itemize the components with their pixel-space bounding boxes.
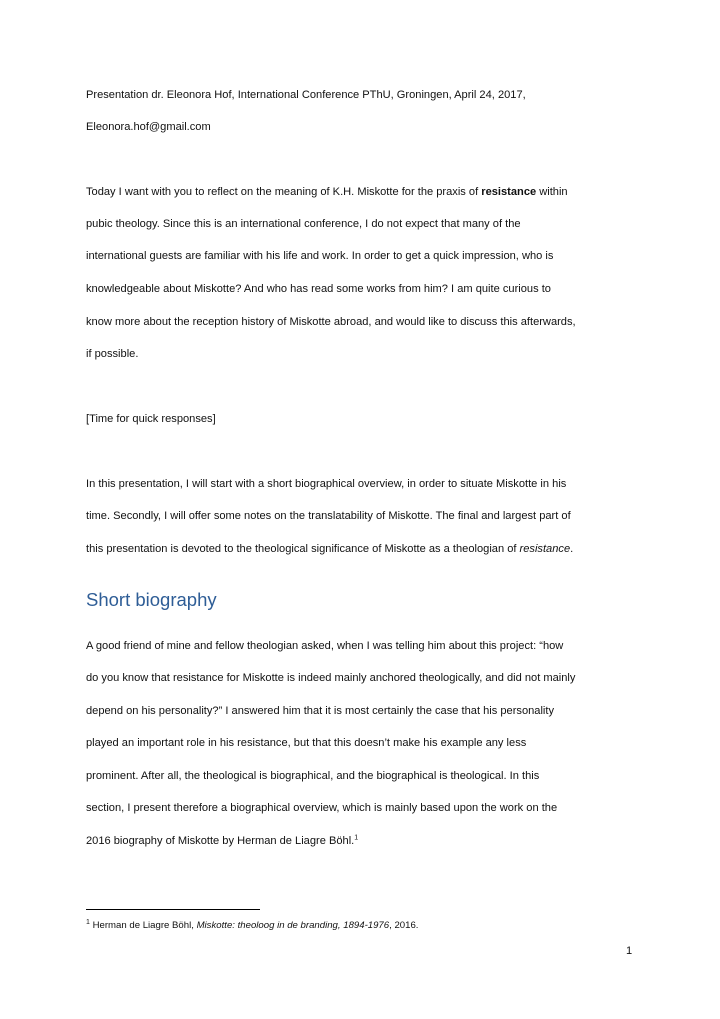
- overview-line-3: [86, 542, 573, 556]
- overview-line-3-start: this presentation is devoted to the theological significance of Miskotte as a theologian of: [86, 543, 520, 555]
- bio-line-4: played an important role in his resistance, but that this doesn’t make his example any less: [86, 737, 527, 749]
- section-heading: Short biography: [86, 589, 217, 610]
- intro-line-1-start: Today I want with you to reflect on the meaning of K.H. Miskotte for the praxis of: [86, 186, 482, 198]
- footnote-reference[interactable]: 1: [354, 834, 359, 842]
- bio-line-1: A good friend of mine and fellow theologian asked, when I was telling him about this project: “how: [86, 640, 564, 652]
- resistance-bold: resistance: [481, 186, 537, 198]
- footnote-year: , 2016.: [389, 920, 419, 931]
- footnote-separator: [86, 909, 260, 910]
- bracket-note: [Time for quick responses]: [86, 413, 216, 425]
- footnote-author: Herman de Liagre Böhl,: [89, 920, 197, 931]
- bio-line-2: do you know that resistance for Miskotte is indeed mainly anchored theologically, and did not mainly: [86, 672, 576, 684]
- footnote-number: 1: [86, 918, 90, 926]
- overview-line-2: time. Secondly, I will offer some notes on the translatability of Miskotte. The final and largest part of: [86, 510, 571, 522]
- page-number: 1: [626, 945, 633, 957]
- intro-line-3: international guests are familiar with his life and work. In order to get a quick impression, who is: [86, 250, 554, 262]
- bio-line-7: [86, 834, 358, 848]
- intro-line-6: if possible.: [86, 348, 139, 360]
- intro-line-2: pubic theology. Since this is an international conference, I do not expect that many of the: [86, 218, 521, 230]
- header-line: Presentation dr. Eleonora Hof, International Conference PThU, Groningen, April 24, 2017,: [86, 89, 526, 101]
- intro-line-5: know more about the reception history of Miskotte abroad, and would like to discuss this afterwards,: [86, 316, 576, 328]
- bio-line-3: depend on his personality?” I answered him that it is most certainly the case that his personality: [86, 705, 555, 717]
- overview-line-3-end: .: [570, 543, 574, 555]
- bio-line-6: section, I present therefore a biographical overview, which is mainly based upon the work on the: [86, 802, 558, 814]
- resistance-italic: resistance: [519, 543, 571, 555]
- bio-line-5: prominent. After all, the theological is biographical, and the biographical is theological. In this: [86, 770, 540, 782]
- bio-line-7-text: 2016 biography of Miskotte by Herman de Liagre Böhl.: [86, 835, 355, 847]
- intro-line-1: [86, 185, 568, 199]
- email-line: Eleonora.hof@gmail.com: [86, 121, 211, 133]
- intro-line-4: knowledgeable about Miskotte? And who has read some works from him? I am quite curious to: [86, 283, 551, 295]
- footnote: [86, 919, 418, 932]
- footnote-title: Miskotte: theoloog in de branding, 1894-1976: [196, 920, 390, 931]
- intro-line-1-end: within: [536, 186, 568, 198]
- overview-line-1: In this presentation, I will start with a short biographical overview, in order to situate Miskotte in his: [86, 478, 567, 490]
